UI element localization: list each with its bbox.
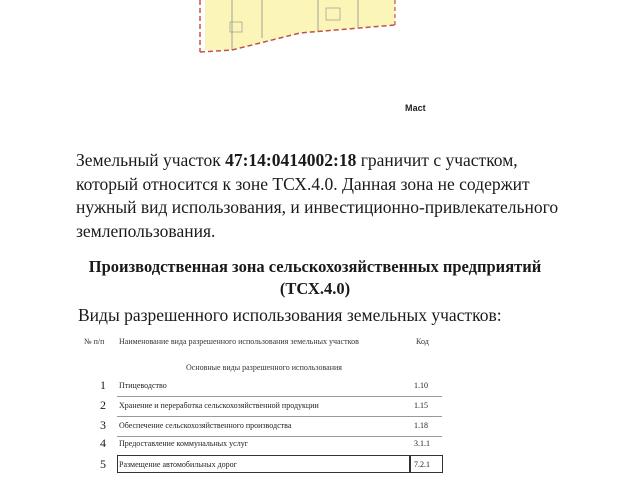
cadastral-number: 47:14:0414002:18 bbox=[225, 150, 357, 170]
row-number: 2 bbox=[100, 398, 106, 412]
row-name: Хранение и переработка сельскохозяйственной продукции bbox=[119, 401, 319, 410]
row-name: Размещение автомобильных дорог bbox=[119, 460, 237, 469]
permitted-use-title: Виды разрешенного использования земельных участков: bbox=[78, 305, 502, 325]
table-row bbox=[84, 378, 454, 396]
table-row bbox=[84, 418, 454, 436]
header-code: Код bbox=[416, 337, 429, 346]
row-divider bbox=[117, 396, 442, 397]
table-row-highlighted bbox=[84, 457, 454, 475]
row-divider bbox=[117, 416, 442, 417]
row-code: 7.2.1 bbox=[414, 460, 430, 469]
table-row bbox=[84, 398, 454, 416]
row-name: Предоставление коммунальных услуг bbox=[119, 439, 248, 448]
zone-title: Производственная зона сельскохозяйственных предприятий (ТСХ.4.0) bbox=[88, 257, 542, 298]
cadastral-map-fragment bbox=[0, 0, 630, 125]
table-row bbox=[84, 436, 454, 454]
row-code: 1.18 bbox=[414, 421, 428, 430]
paragraph-prefix: Земельный участок bbox=[76, 150, 226, 170]
description-paragraph bbox=[76, 149, 576, 243]
row-number: 4 bbox=[100, 436, 106, 450]
row-name: Птицеводство bbox=[119, 381, 167, 390]
row-number: 5 bbox=[100, 457, 106, 471]
row-code: 3.1.1 bbox=[414, 439, 430, 448]
header-name: Наименование вида разрешенного использования земельных участков bbox=[119, 337, 359, 346]
header-num: № п/п bbox=[84, 337, 105, 346]
row-code: 1.15 bbox=[414, 401, 428, 410]
paragraph-suffix: граничит с участком, который относится к зоне ТСХ.4.0. Данная зона не содержит нужный вид использования, и инвестиционно-привлекательного землепользования. bbox=[76, 150, 559, 241]
row-name: Обеспечение сельскохозяйственного производства bbox=[119, 421, 292, 430]
table-subheader: Основные виды разрешенного использования bbox=[186, 363, 342, 372]
row-number: 3 bbox=[100, 418, 106, 432]
row-number: 1 bbox=[100, 378, 106, 392]
row-code: 1.10 bbox=[414, 381, 428, 390]
map-scale-label: Масt bbox=[405, 103, 426, 113]
